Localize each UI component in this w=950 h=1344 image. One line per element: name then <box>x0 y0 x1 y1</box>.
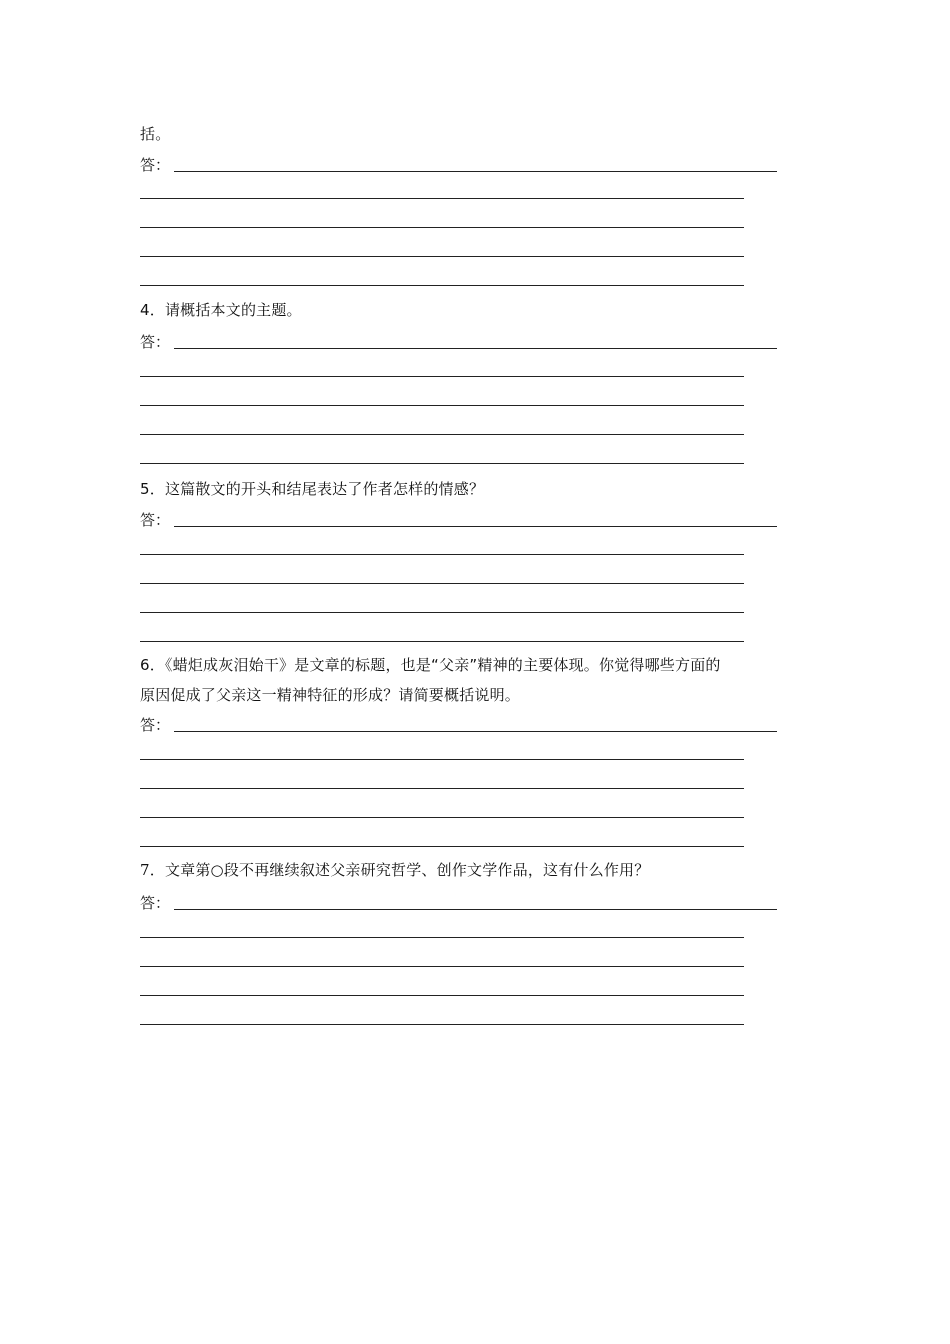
answer-blank[interactable] <box>174 526 777 527</box>
answer-blank[interactable] <box>140 376 744 377</box>
answer-label: 答： <box>140 511 171 529</box>
answer-blank[interactable] <box>174 909 777 910</box>
answer-blank[interactable] <box>140 463 744 464</box>
answer-blank[interactable] <box>140 256 744 257</box>
answer-label: 答： <box>140 716 171 734</box>
answer-blank[interactable] <box>174 348 777 349</box>
answer-blank[interactable] <box>140 554 744 555</box>
answer-label: 答： <box>140 156 171 174</box>
answer-blank[interactable] <box>140 434 744 435</box>
answer-blank[interactable] <box>140 966 744 967</box>
answer-blank[interactable] <box>140 198 744 199</box>
q3-tail-text: 括。 <box>140 125 171 143</box>
answer-label: 答： <box>140 333 171 351</box>
answer-blank[interactable] <box>140 612 744 613</box>
answer-blank[interactable] <box>140 937 744 938</box>
answer-label: 答： <box>140 894 171 912</box>
q6-question-line1: 6．《蜡炬成灰泪始干》是文章的标题，也是“父亲”精神的主要体现。你觉得哪些方面的 <box>140 656 721 674</box>
answer-blank[interactable] <box>140 817 744 818</box>
answer-blank[interactable] <box>140 641 744 642</box>
answer-blank[interactable] <box>140 285 744 286</box>
answer-blank[interactable] <box>140 1024 744 1025</box>
q4-question: 4．请概括本文的主题。 <box>140 301 302 319</box>
answer-blank[interactable] <box>174 171 777 172</box>
answer-blank[interactable] <box>140 995 744 996</box>
answer-blank[interactable] <box>140 788 744 789</box>
answer-blank[interactable] <box>140 759 744 760</box>
answer-blank[interactable] <box>174 731 777 732</box>
answer-blank[interactable] <box>140 227 744 228</box>
answer-blank[interactable] <box>140 583 744 584</box>
answer-blank[interactable] <box>140 846 744 847</box>
answer-blank[interactable] <box>140 405 744 406</box>
q6-question-line2: 原因促成了父亲这一精神特征的形成？请简要概括说明。 <box>140 686 521 704</box>
q7-question: 7．文章第○段不再继续叙述父亲研究哲学、创作文学作品，这有什么作用？ <box>140 861 650 879</box>
q5-question: 5．这篇散文的开头和结尾表达了作者怎样的情感？ <box>140 480 485 498</box>
